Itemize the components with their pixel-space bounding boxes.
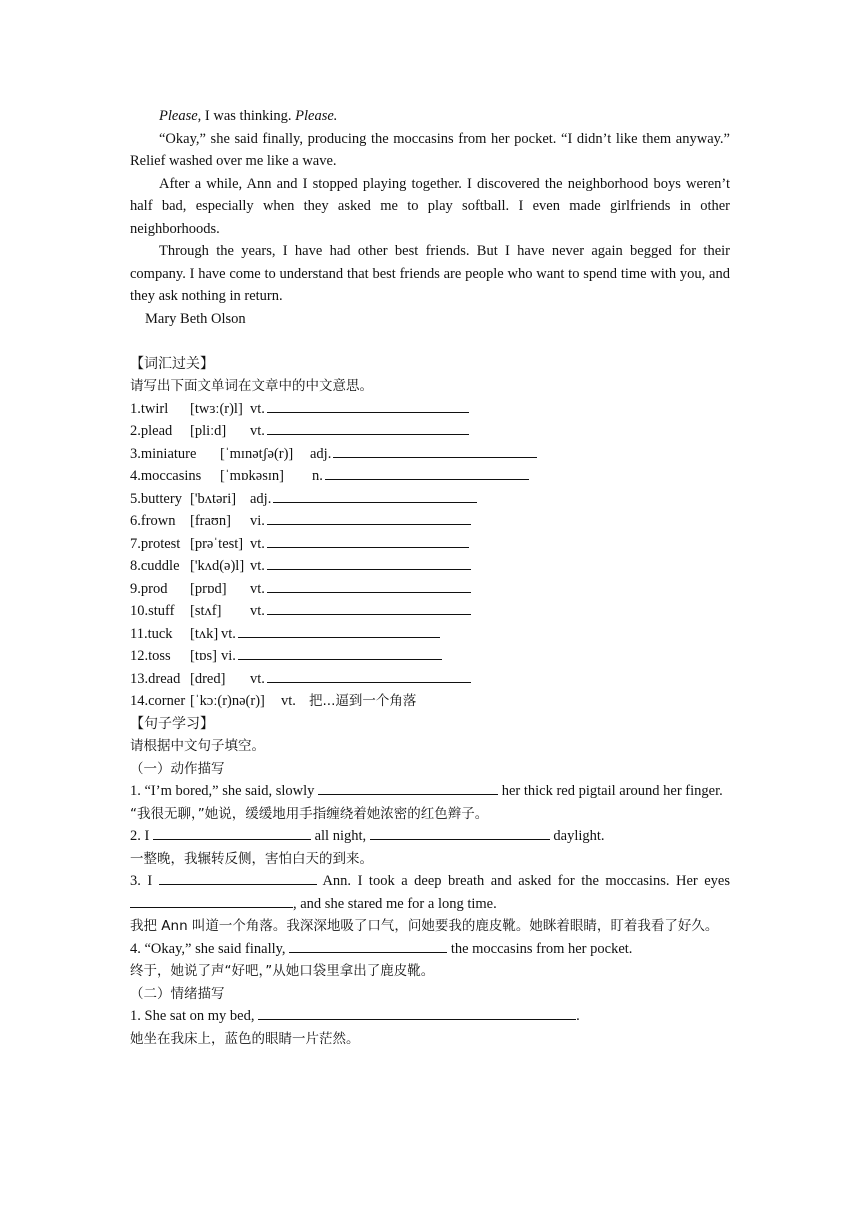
- story-paragraph-3: After a while, Ann and I stopped playing together. I discovered the neighborhood boys weren’t half bad, especially when they asked me to play softball. I even made girlfriends in other neighborhoods.: [130, 175, 730, 237]
- fill-blank[interactable]: [153, 825, 311, 840]
- vocab-ipa: [twɜː(r)l]: [190, 400, 243, 417]
- answer-blank[interactable]: [238, 645, 442, 660]
- answer-blank[interactable]: [273, 488, 477, 503]
- answer-blank[interactable]: [267, 555, 471, 570]
- vocab-pos: n.: [312, 468, 323, 484]
- vocab-item: [130, 555, 730, 578]
- vocab-pos: vt.: [250, 558, 265, 574]
- sentence-text: 1. She sat on my bed,: [130, 1008, 259, 1024]
- vocab-ipa: [ˈmɒkəsɪn]: [220, 468, 284, 484]
- fill-blank[interactable]: [289, 938, 447, 953]
- vocab-list: [130, 398, 730, 713]
- fill-blank[interactable]: [258, 1005, 576, 1020]
- vocab-ipa: [tʌk]: [190, 625, 219, 642]
- sentences-heading: 【句子学习】: [130, 715, 214, 732]
- sentence-4-translation: 终于，她说了声“好吧，”从她口袋里拿出了鹿皮靴。: [130, 963, 435, 979]
- sentence-4: [130, 938, 730, 961]
- vocab-item: [130, 668, 730, 691]
- emotion-sentence-1: [130, 1005, 730, 1028]
- vocab-pos: vi.: [221, 648, 236, 664]
- story-paragraph-4: Through the years, I have had other best friends. But I have never again begged for their company. I have come to understand that best friends are people who want to spend time with you, and they ask nothing in return.: [130, 243, 730, 304]
- vocab-pos: vi.: [250, 513, 265, 529]
- sentence-2-translation: 一整晚，我辗转反侧，害怕白天的到来。: [130, 850, 373, 867]
- vocab-ipa: [ˈkɔː(r)nə(r)]: [190, 693, 265, 709]
- vocab-item: [130, 690, 730, 713]
- sentence-3-translation: 我把 Ann 叫道一个角落。我深深地吸了口气，问她要我的鹿皮靴。她眯着眼睛，盯着我看了好久。: [130, 918, 719, 934]
- vocab-ipa: ['kʌd(ə)l]: [190, 558, 245, 574]
- sentence-text: 4. “Okay,” she said finally,: [130, 940, 290, 957]
- vocab-meaning: 把...逼到一个角落: [309, 693, 417, 709]
- vocab-pos: vt.: [221, 625, 236, 642]
- vocab-ipa: [fraʊn]: [190, 513, 231, 529]
- vocab-word: 13.dread: [130, 670, 181, 687]
- vocab-item: [130, 443, 730, 466]
- answer-blank[interactable]: [267, 510, 471, 525]
- vocab-item: [130, 600, 730, 623]
- sentence-text: 3. I: [130, 873, 159, 889]
- vocab-ipa: [stʌf]: [190, 603, 222, 619]
- vocab-pos: vt.: [250, 400, 265, 417]
- vocab-pos: vt.: [281, 693, 296, 709]
- vocab-word: 2.plead: [130, 423, 173, 439]
- sentences-instruction: 请根据中文句子填空。: [130, 738, 265, 754]
- section-emotion-heading: （二）情绪描写: [130, 985, 225, 1002]
- vocab-word: 4.moccasins: [130, 468, 202, 484]
- vocab-ipa: ['bʌtəri]: [190, 490, 237, 507]
- vocab-ipa: [ˈmɪnətʃə(r)]: [220, 445, 294, 462]
- answer-blank[interactable]: [238, 623, 440, 638]
- vocab-pos: vt.: [250, 580, 265, 597]
- vocab-ipa: [prɒd]: [190, 580, 227, 597]
- answer-blank[interactable]: [267, 533, 469, 548]
- answer-blank[interactable]: [267, 600, 471, 615]
- fill-blank[interactable]: [159, 870, 317, 885]
- vocab-word: 8.cuddle: [130, 558, 180, 574]
- fill-blank[interactable]: [370, 825, 550, 840]
- sentence-text: all night,: [310, 828, 370, 844]
- vocab-instruction: 请写出下面文单词在文章中的中文意思。: [130, 378, 373, 394]
- sentence-text: the moccasins from her pocket.: [447, 940, 633, 957]
- answer-blank[interactable]: [267, 578, 471, 593]
- answer-blank[interactable]: [267, 398, 469, 413]
- author-name: Mary Beth Olson: [145, 310, 246, 327]
- vocab-word: 3.miniature: [130, 445, 197, 462]
- document-content: [130, 105, 730, 1050]
- vocab-word: 14.corner: [130, 693, 186, 709]
- sentence-text: Ann. I took a deep breath and asked for the moccasins. Her eyes: [316, 873, 730, 889]
- vocab-word: 9.prod: [130, 580, 168, 597]
- vocab-ipa: [tɒs]: [190, 648, 217, 664]
- section-action-heading: （一）动作描写: [130, 760, 225, 777]
- sentence-text: her thick red pigtail around her finger.: [498, 783, 723, 799]
- vocab-item: [130, 488, 730, 511]
- vocab-word: 12.toss: [130, 648, 171, 664]
- plain-text: , I was thinking.: [197, 108, 296, 124]
- answer-blank[interactable]: [333, 443, 537, 458]
- vocab-word: 5.buttery: [130, 490, 182, 507]
- vocab-item: [130, 578, 730, 601]
- sentence-2: [130, 825, 730, 848]
- fill-blank[interactable]: [318, 780, 498, 795]
- vocab-pos: adj.: [310, 445, 332, 462]
- story-paragraph-1: [130, 105, 730, 128]
- vocab-pos: adj.: [250, 490, 272, 507]
- vocab-word: 11.tuck: [130, 625, 173, 642]
- vocab-pos: vt.: [250, 423, 265, 439]
- vocab-word: 10.stuff: [130, 603, 175, 619]
- vocab-pos: vt.: [250, 535, 265, 552]
- answer-blank[interactable]: [267, 420, 469, 435]
- vocab-heading: 【词汇过关】: [130, 355, 214, 372]
- vocab-item: [130, 510, 730, 533]
- answer-blank[interactable]: [325, 465, 529, 480]
- emotion-sentence-1-translation: 她坐在我床上，蓝色的眼睛一片茫然。: [130, 1030, 360, 1047]
- sentence-text: 1. “I’m bored,” she said, slowly: [130, 783, 319, 799]
- italic-text: Please: [159, 108, 198, 124]
- italic-text: Please.: [295, 108, 338, 124]
- answer-blank[interactable]: [267, 668, 471, 683]
- vocab-item: [130, 533, 730, 556]
- sentence-1: [130, 780, 730, 803]
- sentence-1-translation: “我很无聊，”她说，缓缓地用手指缠绕着她浓密的红色辫子。: [130, 805, 489, 822]
- sentence-text: .: [576, 1008, 580, 1024]
- sentence-text: , and she stared me for a long time.: [293, 895, 497, 912]
- vocab-pos: vt.: [250, 603, 265, 619]
- sentence-text: daylight.: [549, 828, 605, 844]
- vocab-word: 6.frown: [130, 513, 176, 529]
- sentence-3: [130, 870, 730, 915]
- vocab-ipa: [pliːd]: [190, 423, 227, 439]
- vocab-item: [130, 623, 730, 646]
- vocab-item: [130, 420, 730, 443]
- vocab-item: [130, 398, 730, 421]
- vocab-pos: vt.: [250, 670, 265, 687]
- vocab-ipa: [dred]: [190, 670, 226, 687]
- vocab-item: [130, 465, 730, 488]
- story-paragraph-2: “Okay,” she said finally, producing the moccasins from her pocket. “I didn’t like them anyway.” Relief washed over me like a wave.: [130, 130, 730, 169]
- vocab-word: 7.protest: [130, 535, 181, 552]
- vocab-word: 1.twirl: [130, 400, 169, 417]
- fill-blank[interactable]: [130, 893, 293, 908]
- vocab-ipa: [prəˈtest]: [190, 535, 244, 552]
- sentence-text: 2. I: [130, 828, 153, 844]
- vocab-item: [130, 645, 730, 668]
- spacer: [130, 330, 730, 353]
